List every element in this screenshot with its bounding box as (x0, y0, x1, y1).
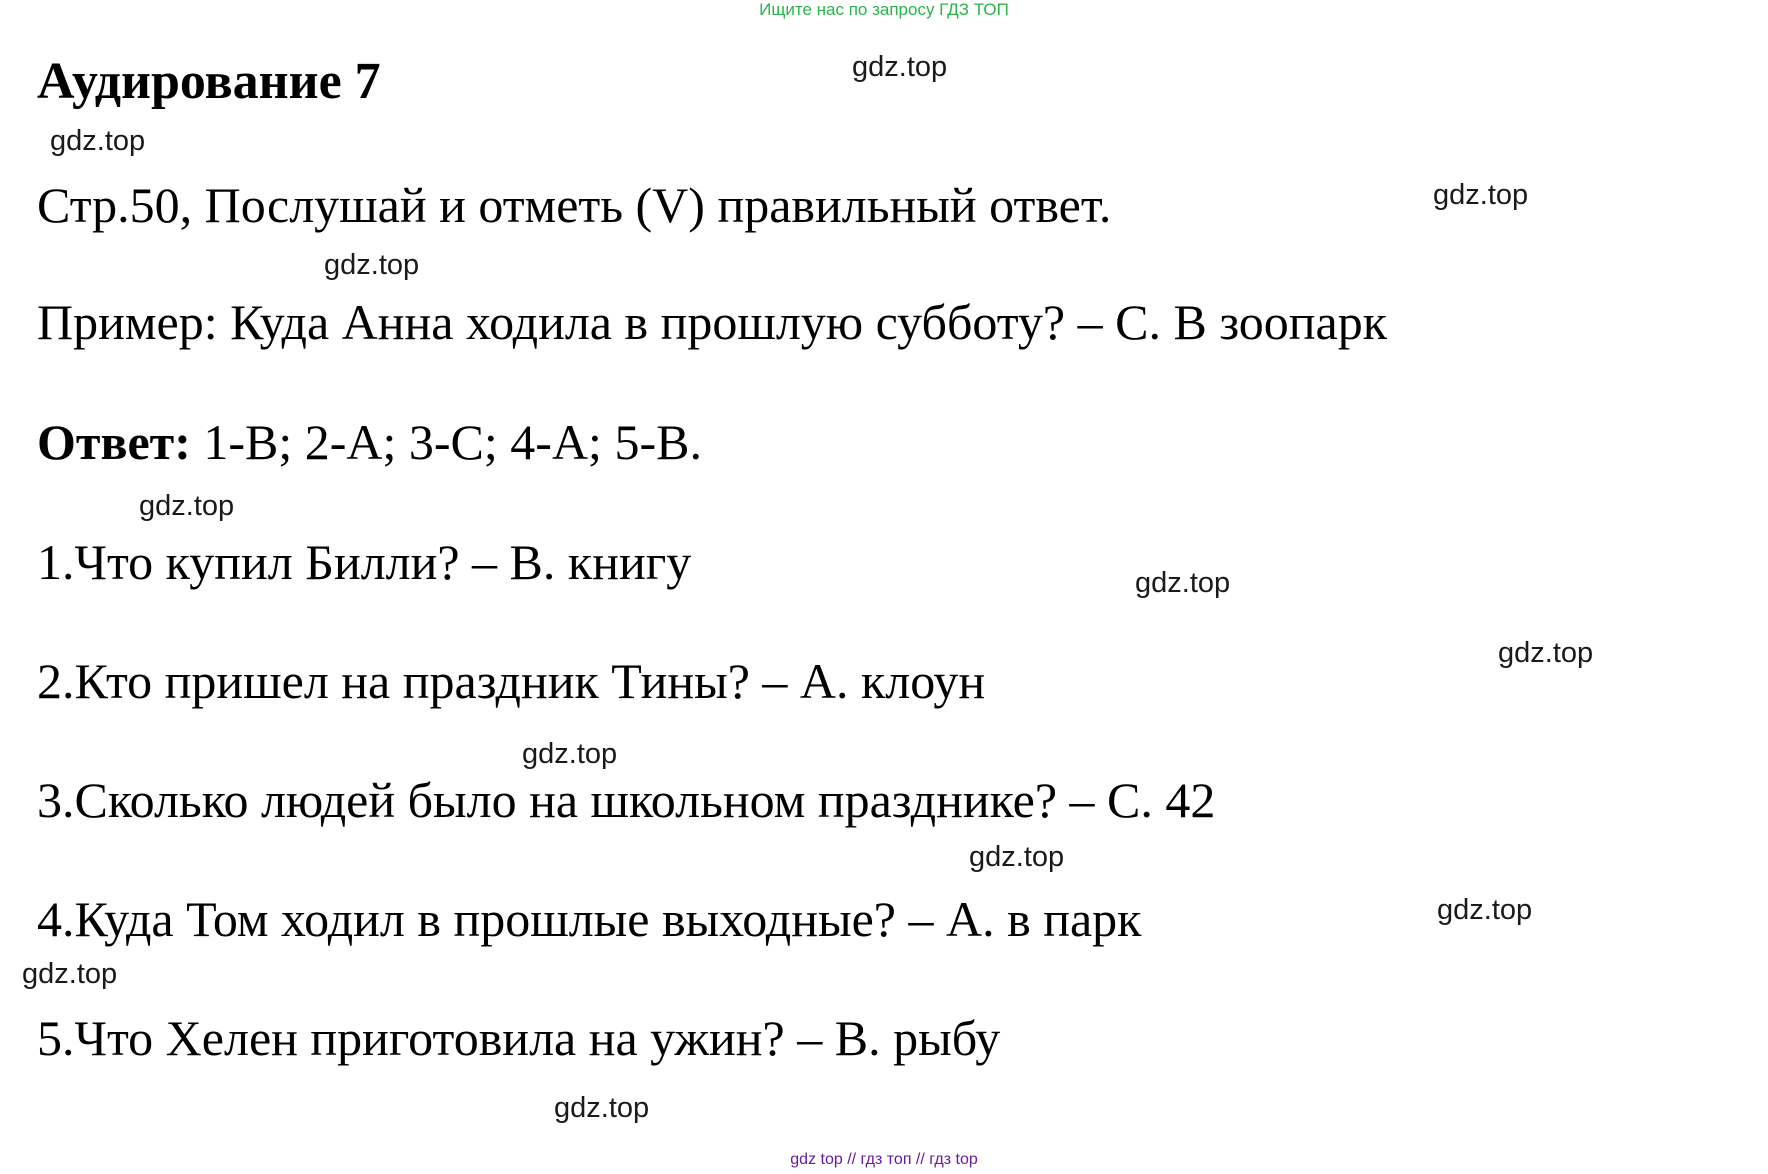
answer-line (37, 414, 702, 470)
watermark: gdz.top (1498, 637, 1594, 669)
footer-watermark: gdz top // гдз топ // гдз top (790, 1151, 978, 1168)
page-title: Аудирование 7 (37, 53, 381, 110)
answer-item-4: 4.Куда Том ходил в прошлые выходные? – А. в парк (37, 891, 1142, 947)
instruction-text: Стр.50, Послушай и отметь (V) правильный ответ. (37, 177, 1112, 233)
watermark: gdz.top (1135, 567, 1231, 599)
watermark: gdz.top (1437, 894, 1533, 926)
watermark: gdz.top (324, 249, 420, 281)
watermark: gdz.top (969, 841, 1065, 873)
answer-value: 1-B; 2-A; 3-C; 4-A; 5-B. (190, 414, 702, 470)
answer-item-1: 1.Что купил Билли? – В. книгу (37, 534, 692, 590)
watermark: gdz.top (554, 1092, 650, 1124)
search-hint-banner: Ищите нас по запросу ГДЗ ТОП (759, 0, 1009, 19)
watermark: gdz.top (852, 51, 948, 83)
watermark: gdz.top (522, 738, 618, 770)
answer-item-2: 2.Кто пришел на праздник Тины? – А. клоун (37, 653, 986, 709)
watermark: gdz.top (1433, 179, 1529, 211)
answer-item-3: 3.Сколько людей было на школьном празднике? – С. 42 (37, 772, 1216, 828)
example-text: Пример: Куда Анна ходила в прошлую субботу? – С. В зоопарк (37, 294, 1388, 350)
answer-item-5: 5.Что Хелен приготовила на ужин? – В. рыбу (37, 1010, 1001, 1066)
watermark: gdz.top (139, 490, 235, 522)
watermark: gdz.top (22, 958, 118, 990)
watermark: gdz.top (50, 125, 146, 157)
answer-label: Ответ: (37, 414, 191, 470)
